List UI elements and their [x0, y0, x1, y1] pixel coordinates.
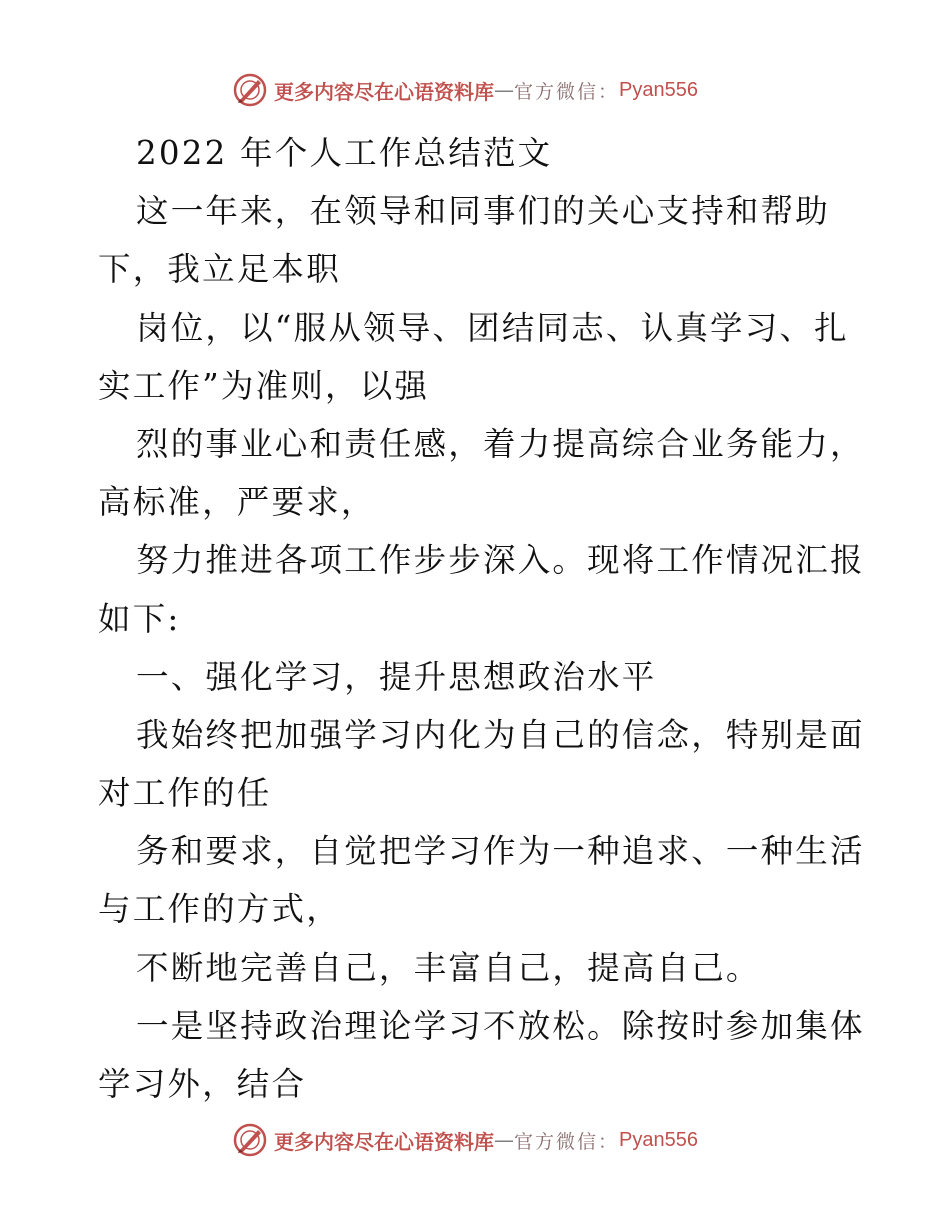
- document-line: 下，我立足本职: [98, 250, 341, 289]
- document-line: 岗位，以“服从领导、团结同志、认真学习、扎: [136, 308, 849, 347]
- document-body: [98, 124, 865, 1113]
- document-line: 2022 年个人工作总结范文: [136, 134, 553, 172]
- watermark-wechat-id: Pyan556: [619, 78, 698, 101]
- document-line: 实工作”为准则，以强: [98, 366, 430, 405]
- watermark-site-text: 更多内容尽在心语资料库: [274, 1129, 494, 1154]
- footer-watermark: [232, 1120, 752, 1160]
- document-line: 与工作的方式，: [98, 890, 341, 929]
- watermark-site-text: 更多内容尽在心语资料库: [274, 79, 494, 104]
- document-line: 烈的事业心和责任感，着力提高综合业务能力，: [136, 424, 865, 463]
- document-line: 不断地完善自己，丰富自己，提高自己。: [136, 948, 761, 987]
- document-line: 务和要求，自觉把学习作为一种追求、一种生活: [136, 832, 865, 871]
- watermark-separator: —: [494, 78, 514, 102]
- document-line: 如下:: [98, 599, 181, 638]
- document-line: 一是坚持政治理论学习不放松。除按时参加集体: [136, 1006, 865, 1045]
- watermark-official-label: 官方微信：: [514, 1130, 620, 1153]
- brush-logo-icon: [232, 1122, 268, 1158]
- header-watermark: [232, 70, 752, 110]
- document-line: 对工作的任: [98, 774, 272, 813]
- section-heading: 一、强化学习，提升思想政治水平: [136, 657, 657, 696]
- document-line: 我始终把加强学习内化为自己的信念，特别是面: [136, 715, 865, 754]
- brush-logo-icon: [232, 72, 268, 108]
- watermark-wechat-id: Pyan556: [619, 1128, 698, 1151]
- watermark-official-label: 官方微信：: [514, 80, 620, 103]
- document-line: 学习外，结合: [98, 1065, 307, 1103]
- watermark-separator: —: [494, 1128, 514, 1152]
- document-line: 高标准，严要求，: [98, 483, 376, 522]
- document-line: 这一年来，在领导和同事们的关心支持和帮助: [136, 192, 831, 231]
- document-line: 努力推进各项工作步步深入。现将工作情况汇报: [136, 541, 865, 580]
